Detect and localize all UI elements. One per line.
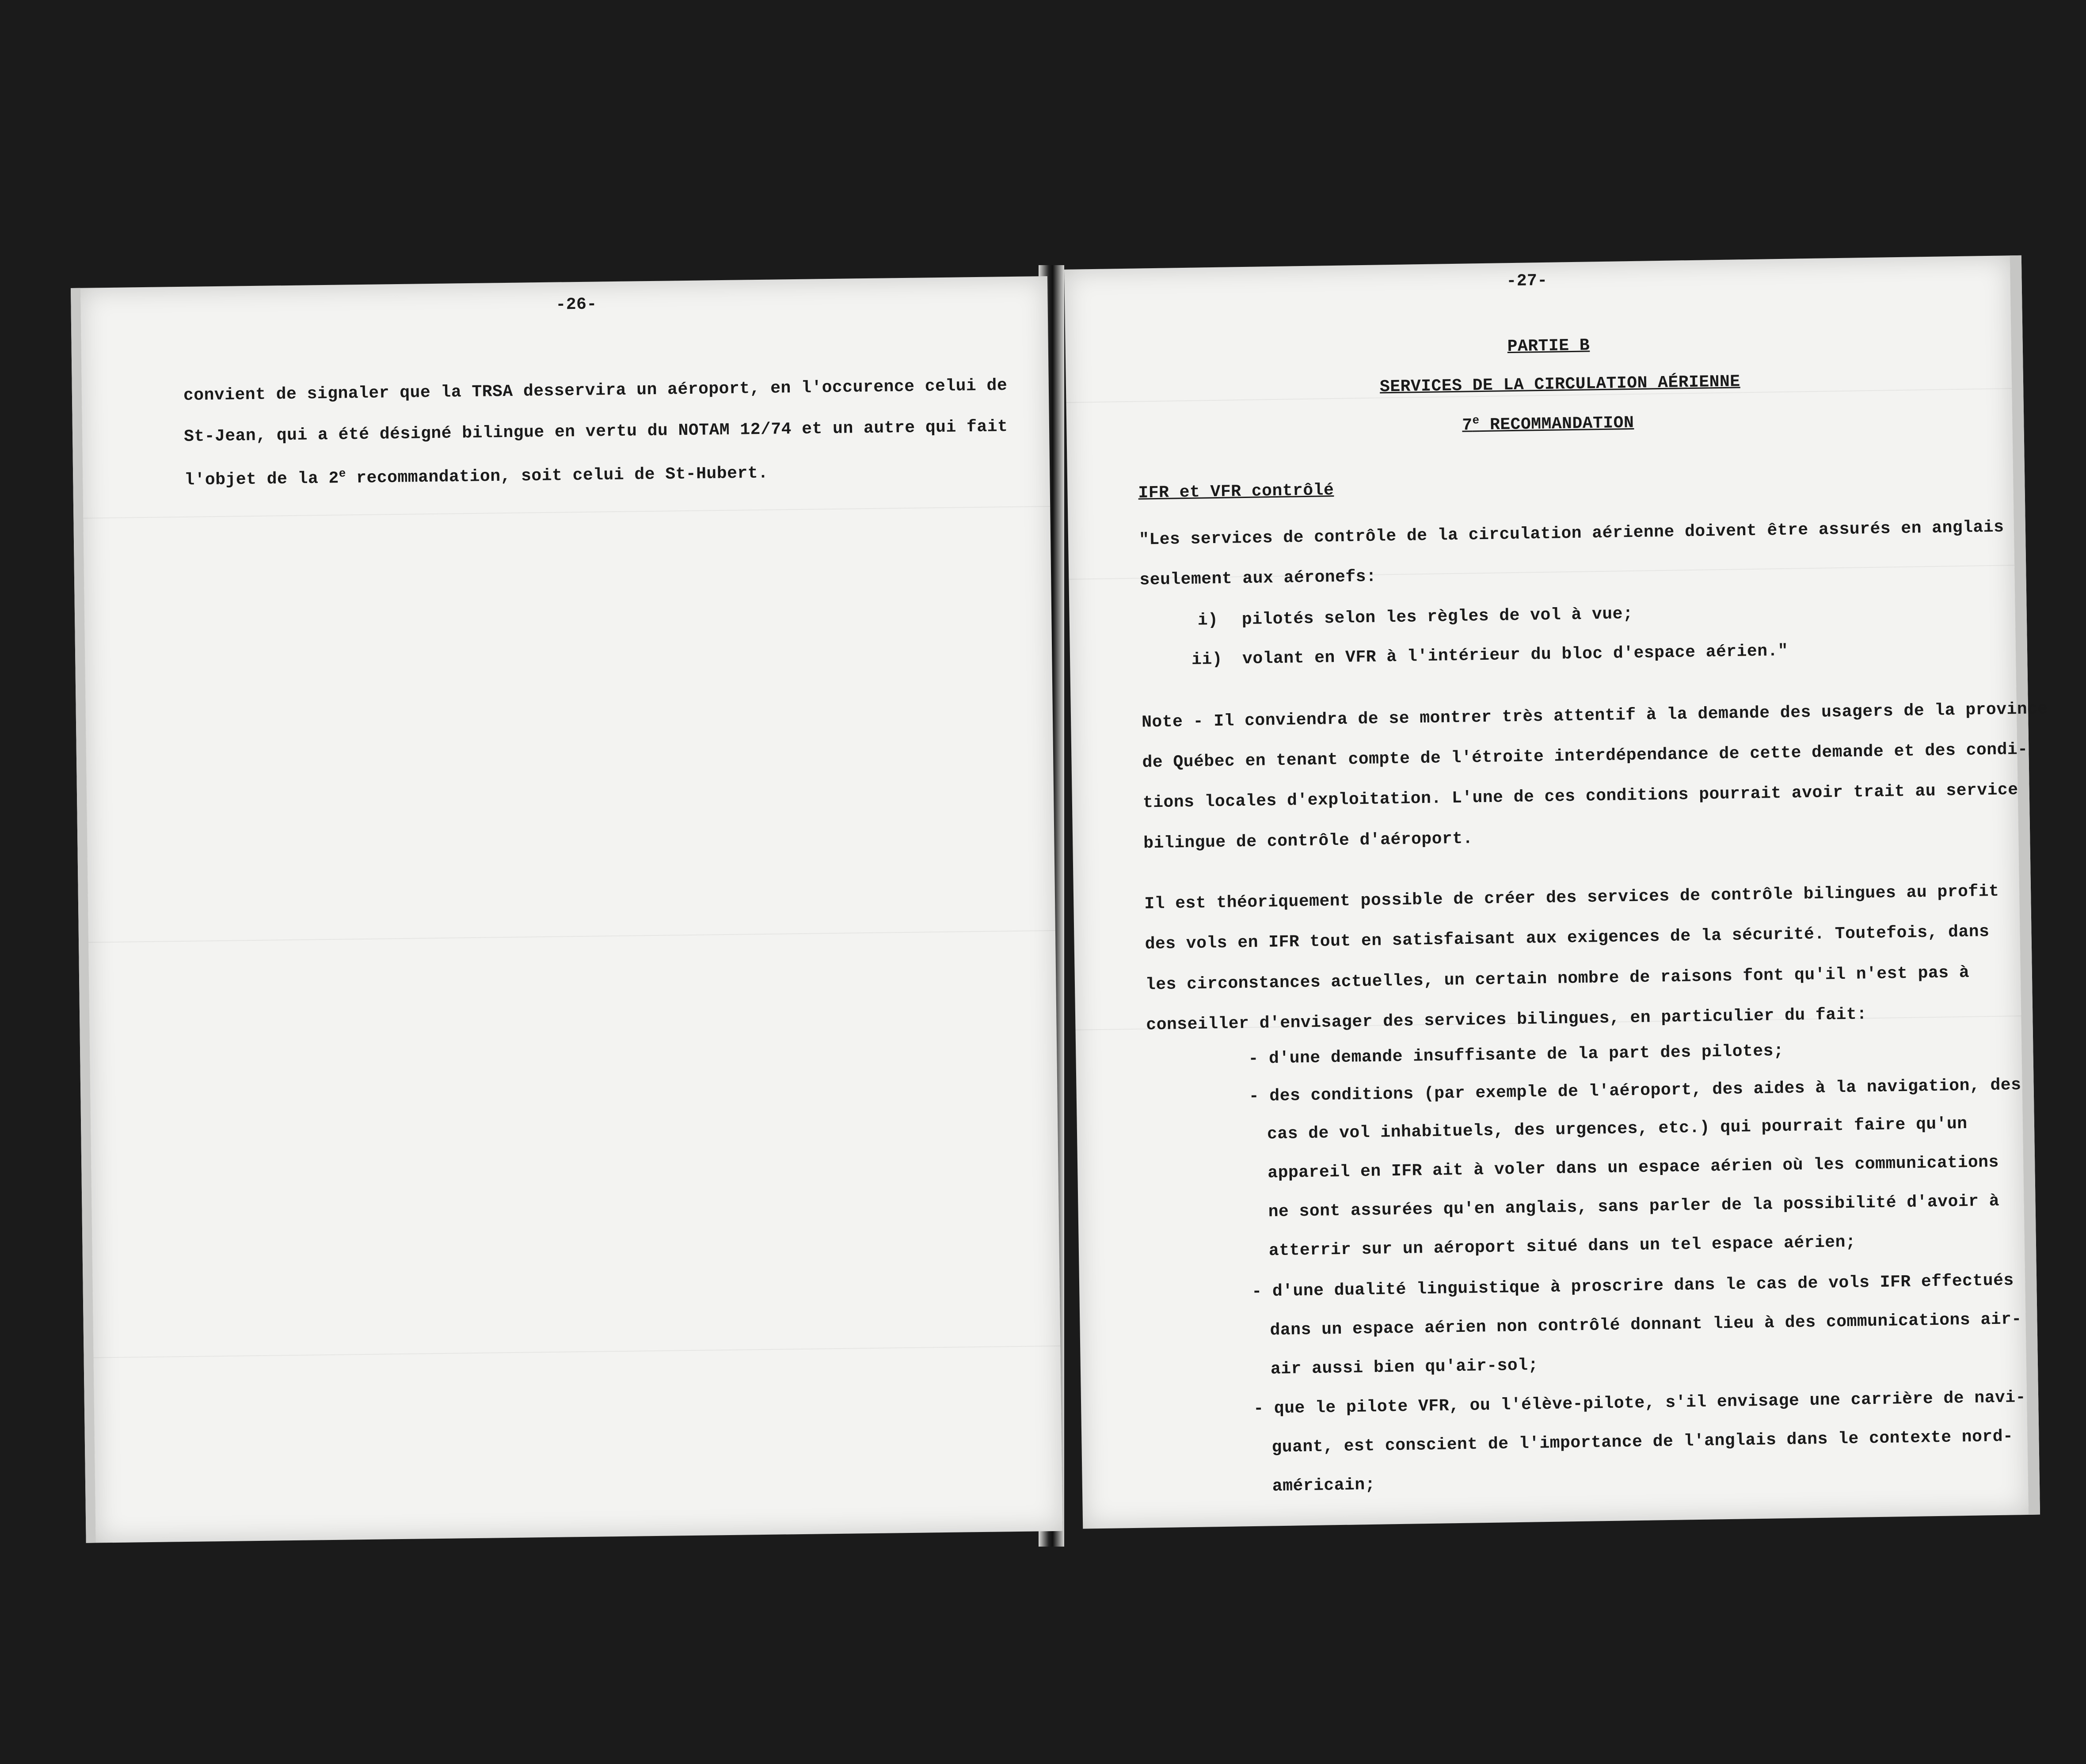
note-line: de Québec en tenant compte de l'étroite interdépendance de cette demande et des condi- <box>1142 740 2028 772</box>
quote-line: "Les services de contrôle de la circulation aérienne doivent être assurés en anglais <box>1138 517 2004 550</box>
bullet-continuation: guant, est conscient de l'importance de l'anglais dans le contexte nord- <box>1271 1427 2014 1457</box>
bullet-continuation: américain; <box>1272 1475 1376 1496</box>
left-page <box>71 276 1063 1543</box>
text-line: convient de signaler que la TRSA desservira un aéroport, en l'occurence celui de <box>183 376 1008 405</box>
subheading: IFR et VFR contrôlé <box>1138 481 1334 503</box>
note-line: bilingue de contrôle d'aéroport. <box>1143 829 1473 853</box>
page-number: -27- <box>1506 271 1548 291</box>
bullet-item: - des conditions (par exemple de l'aéroport, des aides à la navigation, des <box>1249 1076 2021 1106</box>
part-title: PARTIE B <box>1507 336 1590 357</box>
paragraph-line: conseiller d'envisager des services bilingues, en particulier du fait: <box>1146 1005 1867 1035</box>
quote-item-text: volant en VFR à l'intérieur du bloc d'espace aérien." <box>1242 641 1789 669</box>
bullet-continuation: dans un espace aérien non contrôlé donnant lieu à des communications air- <box>1270 1310 2022 1340</box>
bullet-item: - d'une demande insuffisante de la part des pilotes; <box>1248 1042 1784 1069</box>
note-line: Note - Il conviendra de se montrer très attentif à la demande des usagers de la province <box>1141 700 2048 732</box>
note-line: tions locales d'exploitation. L'une de ces conditions pourrait avoir trait au service <box>1142 780 2018 813</box>
text-line: St-Jean, qui a été désigné bilingue en vertu du NOTAM 12/74 et un autre qui fait <box>183 417 1008 446</box>
quote-item-marker: ii) <box>1191 650 1223 669</box>
quote-item-text: pilotés selon les règles de vol à vue; <box>1241 604 1633 630</box>
text-line: l'objet de la 2e recommandation, soit celui de St-Hubert. <box>184 464 769 490</box>
bullet-continuation: appareil en IFR ait à voler dans un espace aérien où les communications <box>1268 1152 1999 1183</box>
recommendation-title: 7e RECOMMANDATION <box>1462 413 1634 435</box>
page-number: -26- <box>556 295 598 315</box>
paragraph-line: Il est théoriquement possible de créer des services de contrôle bilingues au profit <box>1144 882 1999 914</box>
bullet-continuation: atterrir sur un aéroport situé dans un tel espace aérien; <box>1268 1232 1856 1261</box>
quote-line: seulement aux aéronefs: <box>1139 567 1377 590</box>
paragraph-line: les circonstances actuelles, un certain nombre de raisons font qu'il n'est pas à <box>1145 963 1970 995</box>
right-page <box>1064 255 2048 1529</box>
bullet-continuation: cas de vol inhabituels, des urgences, etc.) qui pourrait faire qu'un <box>1267 1114 1968 1144</box>
bullet-continuation: air aussi bien qu'air-sol; <box>1270 1356 1539 1379</box>
bullet-item: - d'une dualité linguistique à proscrire dans le cas de vols IFR effectués <box>1252 1271 2014 1301</box>
quote-item-marker: i) <box>1197 610 1218 630</box>
section-title: SERVICES DE LA CIRCULATION AÉRIENNE <box>1379 372 1740 397</box>
bullet-continuation: ne sont assurées qu'en anglais, sans parler de la possibilité d'avoir à <box>1268 1191 2000 1222</box>
bullet-item: - que le pilote VFR, ou l'élève-pilote, s'il envisage une carrière de navi- <box>1253 1388 2026 1418</box>
paragraph-line: des vols en IFR tout en satisfaisant aux exigences de la sécurité. Toutefois, dans <box>1145 922 1990 954</box>
